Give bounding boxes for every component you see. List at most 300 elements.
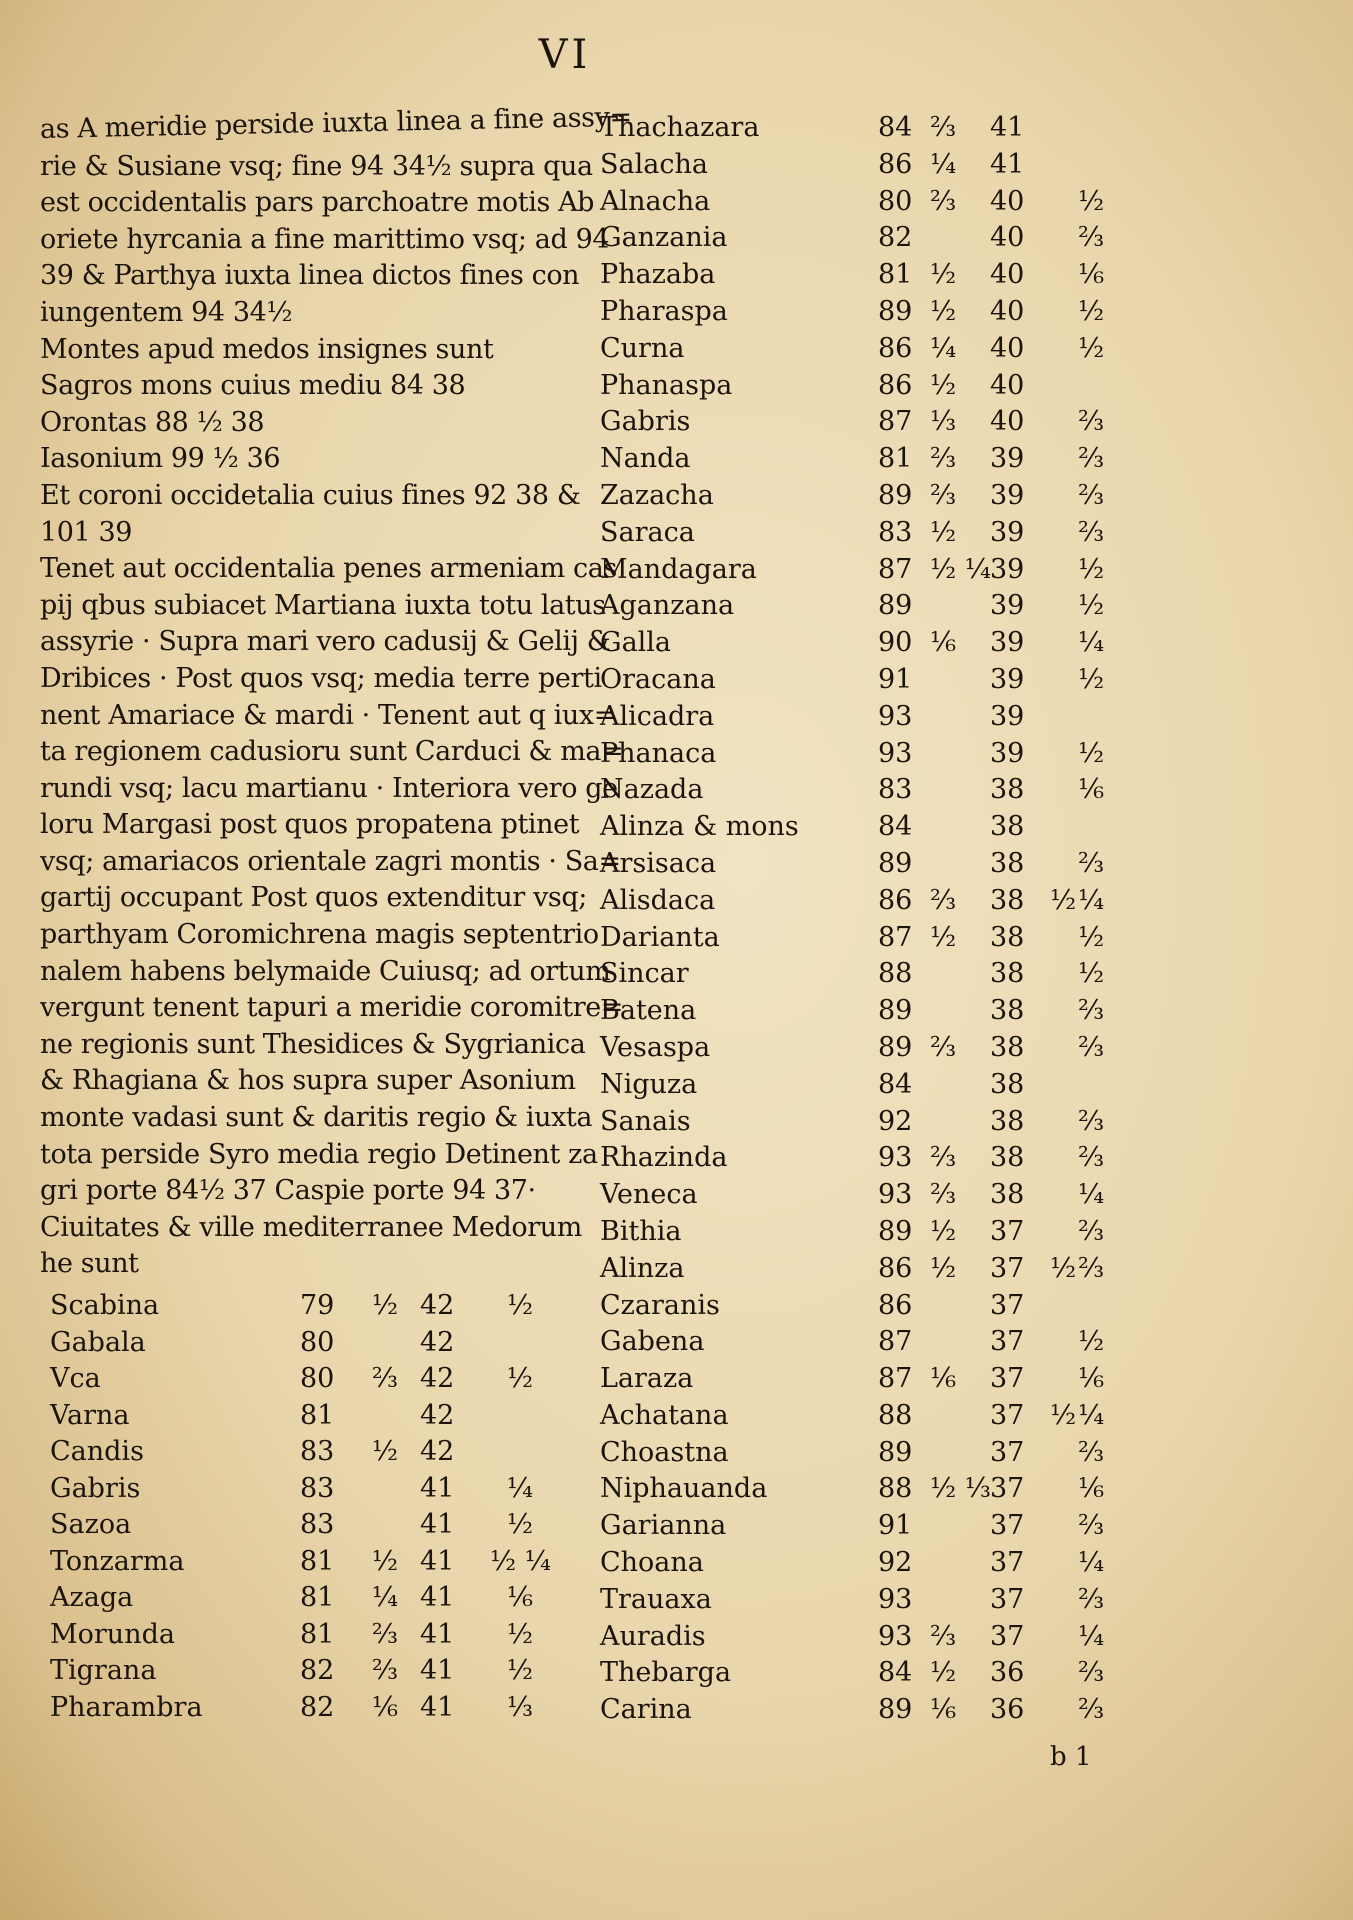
prose-line: rie & Susiane vsq; fine 94 34½ supra qua: [40, 150, 593, 182]
place-name: Choastna: [600, 1436, 729, 1468]
table-row: [600, 1437, 1340, 1474]
longitude-fraction: ⅔: [930, 1179, 957, 1211]
latitude-degrees: 40: [990, 406, 1025, 438]
longitude-degrees: 86: [878, 1289, 913, 1321]
latitude-fraction-b: ⅙: [1078, 1363, 1105, 1395]
longitude-degrees: 86: [878, 332, 913, 364]
table-row: [600, 848, 1340, 885]
longitude-degrees: 87: [878, 1326, 913, 1358]
table-row: [600, 112, 1340, 149]
latitude-fraction-b: ⅙: [1078, 774, 1105, 806]
latitude-fraction: ¼: [506, 1472, 534, 1504]
table-row: [600, 774, 1340, 811]
latitude-degrees: 41: [420, 1655, 455, 1686]
latitude-fraction-b: ½: [1078, 737, 1105, 769]
place-name: Scabina: [50, 1290, 160, 1321]
table-row: [50, 1327, 550, 1364]
place-name: Alnacha: [600, 185, 711, 217]
place-name: Nanda: [600, 443, 691, 475]
latitude-degrees: 39: [990, 516, 1025, 548]
place-name: Oracana: [600, 663, 716, 695]
latitude-degrees: 37: [990, 1583, 1025, 1615]
longitude-degrees: 82: [300, 1691, 335, 1723]
place-name: Czaranis: [600, 1289, 720, 1321]
table-row: [600, 517, 1340, 554]
place-name: Galla: [600, 627, 672, 659]
longitude-fraction: ½: [371, 1545, 399, 1577]
table-row: [600, 1106, 1340, 1143]
place-name: Alinza & mons: [600, 811, 799, 843]
prose-line: est occidentalis pars parchoatre motis Ab: [40, 187, 595, 219]
latitude-fraction-b: ¼: [1078, 884, 1105, 916]
latitude-degrees: 41: [420, 1618, 455, 1650]
place-name: Choana: [600, 1547, 704, 1579]
longitude-degrees: 81: [300, 1618, 335, 1650]
latitude-degrees: 37: [990, 1473, 1025, 1505]
prose-line: Dribices · Post quos vsq; media terre perti: [40, 662, 602, 694]
prose-line: vsq; amariacos orientale zagri montis · Sa=: [40, 845, 621, 877]
latitude-fraction-b: ⅔: [1078, 1657, 1105, 1689]
table-row: [50, 1400, 550, 1437]
latitude-degrees: 38: [990, 811, 1025, 843]
latitude-fraction-b: ½: [1078, 663, 1105, 695]
table-row: [600, 1473, 1340, 1510]
longitude-degrees: 87: [878, 406, 913, 438]
table-row: [600, 296, 1340, 333]
longitude-fraction: ⅓: [930, 406, 957, 438]
prose-line: tota perside Syro media regio Detinent za: [40, 1138, 598, 1170]
longitude-degrees: 93: [878, 1583, 913, 1615]
prose-line: Ciuitates & ville mediterranee Medorum: [40, 1211, 582, 1243]
latitude-fraction-b: ½: [1078, 1326, 1105, 1358]
table-row: [600, 1179, 1340, 1216]
place-name: Salacha: [600, 148, 708, 180]
latitude-degrees: 37: [990, 1510, 1025, 1542]
place-name: Gabala: [50, 1326, 146, 1358]
longitude-degrees: 89: [878, 590, 913, 622]
longitude-degrees: 93: [878, 1620, 913, 1652]
longitude-degrees: 86: [878, 1252, 913, 1284]
place-name: Tigrana: [50, 1655, 157, 1686]
longitude-degrees: 92: [878, 1105, 913, 1137]
table-row: [600, 885, 1340, 922]
prose-line: iungentem 94 34½: [40, 296, 293, 328]
latitude-fraction-b: ¼: [1078, 1399, 1105, 1431]
prose-line: Orontas 88 ½ 38: [40, 406, 265, 438]
longitude-degrees: 81: [878, 259, 913, 291]
table-row: [600, 701, 1340, 738]
place-name: Pharambra: [50, 1691, 203, 1723]
longitude-fraction: ½: [930, 1215, 957, 1247]
longitude-fraction: ½: [371, 1290, 399, 1321]
latitude-fraction-b: ⅔: [1078, 1583, 1105, 1615]
latitude-fraction-b: ½: [1078, 958, 1105, 990]
place-name: Darianta: [600, 921, 720, 953]
longitude-fraction: ½: [371, 1436, 399, 1467]
longitude-degrees: 89: [878, 295, 913, 327]
longitude-degrees: 91: [878, 663, 913, 695]
place-name: Auradis: [600, 1620, 706, 1652]
prose-line: loru Margasi post quos propatena ptinet: [40, 809, 580, 841]
place-name: Alicadra: [600, 700, 715, 732]
latitude-fraction-b: ⅔: [1078, 1510, 1105, 1542]
longitude-degrees: 84: [878, 112, 913, 143]
latitude-degrees: 39: [990, 700, 1025, 732]
latitude-degrees: 39: [990, 590, 1025, 622]
place-name: Pharaspa: [600, 295, 728, 327]
longitude-degrees: 80: [878, 185, 913, 217]
table-row: [50, 1692, 550, 1729]
prose-line: ta regionem cadusioru sunt Carduci & ma=: [40, 736, 624, 768]
longitude-degrees: 92: [878, 1547, 913, 1579]
prose-line: nent Amariace & mardi · Tenent aut q iux=: [40, 699, 616, 731]
table-row: [600, 664, 1340, 701]
place-name: Phazaba: [600, 259, 716, 291]
latitude-fraction-a: ½: [1050, 884, 1077, 916]
table-row: [600, 259, 1340, 296]
latitude-degrees: 38: [990, 1068, 1025, 1100]
place-name: Sanais: [600, 1105, 691, 1137]
latitude-fraction: ⅓: [506, 1691, 534, 1723]
latitude-fraction-b: ⅔: [1078, 1105, 1105, 1137]
place-name: Garianna: [600, 1510, 727, 1542]
prose-line: Iasonium 99 ½ 36: [40, 443, 281, 475]
table-row: [600, 222, 1340, 259]
longitude-degrees: 83: [300, 1509, 335, 1540]
longitude-degrees: 80: [300, 1326, 335, 1358]
longitude-degrees: 86: [878, 884, 913, 916]
latitude-degrees: 37: [990, 1399, 1025, 1431]
latitude-degrees: 42: [420, 1399, 455, 1431]
longitude-degrees: 88: [878, 958, 913, 990]
longitude-fraction: ⅔: [930, 884, 957, 916]
table-row: [600, 1547, 1340, 1584]
prose-line: monte vadasi sunt & daritis regio & iuxta: [40, 1102, 593, 1134]
table-row: [600, 1657, 1340, 1694]
place-name: Arsisaca: [600, 847, 717, 879]
longitude-degrees: 82: [878, 222, 913, 254]
longitude-degrees: 89: [878, 1436, 913, 1468]
latitude-fraction-b: ¼: [1078, 1547, 1105, 1579]
latitude-degrees: 39: [990, 553, 1025, 585]
place-name: Carina: [600, 1694, 692, 1726]
latitude-fraction: ½: [506, 1618, 534, 1650]
latitude-degrees: 37: [990, 1326, 1025, 1358]
longitude-degrees: 93: [878, 1179, 913, 1211]
place-name: Vca: [50, 1363, 101, 1394]
place-name: Ganzania: [600, 222, 728, 254]
longitude-fraction: ½: [930, 295, 957, 327]
longitude-fraction: ½: [930, 516, 957, 548]
latitude-degrees: 38: [990, 995, 1025, 1027]
place-name: Sincar: [600, 958, 689, 990]
longitude-degrees: 93: [878, 737, 913, 769]
latitude-degrees: 41: [990, 148, 1025, 180]
table-row: [600, 958, 1340, 995]
prose-line: pij qbus subiacet Martiana iuxta totu latus: [40, 589, 606, 621]
place-name: Saraca: [600, 516, 695, 548]
longitude-fraction: ⅔: [930, 443, 957, 475]
table-row: [600, 590, 1340, 627]
prose-line: vergunt tenent tapuri a meridie coromitre=: [40, 992, 624, 1024]
latitude-fraction-b: ⅔: [1078, 479, 1105, 511]
latitude-fraction-b: ¼: [1078, 627, 1105, 659]
signature-mark: b 1: [1050, 1742, 1092, 1772]
longitude-fraction: ⅔: [371, 1655, 399, 1686]
table-row: [600, 1510, 1340, 1547]
place-name: Sazoa: [50, 1509, 132, 1540]
longitude-fraction: ⅔: [930, 112, 957, 143]
table-row: [50, 1436, 550, 1473]
table-row: [50, 1546, 550, 1583]
place-name: Phanaca: [600, 737, 717, 769]
longitude-degrees: 89: [878, 1031, 913, 1063]
folio-number: VI: [538, 32, 592, 78]
prose-line: rundi vsq; lacu martianu · Interiora vero ge: [40, 772, 618, 804]
longitude-degrees: 79: [300, 1290, 335, 1321]
prose-line: assyrie · Supra mari vero cadusij & Gelij &: [40, 626, 611, 658]
prose-line: nalem habens belymaide Cuiusq; ad ortum: [40, 955, 611, 987]
latitude-degrees: 40: [990, 259, 1025, 291]
latitude-degrees: 42: [420, 1290, 455, 1321]
latitude-degrees: 37: [990, 1289, 1025, 1321]
place-name: Trauaxa: [600, 1583, 712, 1615]
latitude-degrees: 37: [990, 1215, 1025, 1247]
table-row: [600, 1621, 1340, 1658]
prose-line: oriete hyrcania a fine marittimo vsq; ad 94: [40, 223, 610, 255]
longitude-fraction: ⅔: [371, 1618, 399, 1650]
latitude-degrees: 36: [990, 1657, 1025, 1689]
latitude-fraction-b: ⅔: [1078, 1142, 1105, 1174]
latitude-degrees: 38: [990, 884, 1025, 916]
place-name: Curna: [600, 332, 685, 364]
longitude-degrees: 89: [878, 995, 913, 1027]
latitude-fraction: ½: [506, 1655, 534, 1686]
longitude-degrees: 93: [878, 1142, 913, 1174]
table-row: [600, 1694, 1340, 1731]
longitude-fraction: ½: [930, 921, 957, 953]
latitude-fraction-b: ½: [1078, 185, 1105, 217]
longitude-degrees: 81: [300, 1582, 335, 1613]
place-name: Gabris: [600, 406, 691, 438]
latitude-fraction-b: ½: [1078, 590, 1105, 622]
latitude-fraction: ⅙: [506, 1582, 534, 1613]
longitude-degrees: 87: [878, 553, 913, 585]
right-coordinate-table: [600, 112, 1340, 1731]
latitude-degrees: 41: [420, 1472, 455, 1504]
latitude-degrees: 36: [990, 1694, 1025, 1726]
latitude-fraction-b: ⅔: [1078, 443, 1105, 475]
table-row: [600, 811, 1340, 848]
latitude-degrees: 39: [990, 443, 1025, 475]
table-row: [600, 149, 1340, 186]
longitude-degrees: 81: [300, 1399, 335, 1431]
latitude-degrees: 38: [990, 921, 1025, 953]
table-row: [600, 554, 1340, 591]
table-row: [600, 995, 1340, 1032]
longitude-degrees: 83: [300, 1472, 335, 1504]
latitude-degrees: 39: [990, 627, 1025, 659]
latitude-degrees: 39: [990, 479, 1025, 511]
table-row: [50, 1473, 550, 1510]
latitude-degrees: 41: [420, 1509, 455, 1540]
table-row: [50, 1509, 550, 1546]
latitude-degrees: 38: [990, 1179, 1025, 1211]
table-row: [600, 333, 1340, 370]
latitude-fraction-b: ⅔: [1078, 847, 1105, 879]
table-row: [600, 1290, 1340, 1327]
latitude-degrees: 38: [990, 847, 1025, 879]
prose-line: gartij occupant Post quos extenditur vsq;: [40, 882, 587, 914]
longitude-fraction: ⅙: [930, 627, 957, 659]
latitude-fraction-b: ⅔: [1078, 406, 1105, 438]
table-row: [50, 1290, 550, 1327]
longitude-degrees: 84: [878, 811, 913, 843]
latitude-fraction-b: ⅔: [1078, 1031, 1105, 1063]
latitude-fraction: ½ ¼: [490, 1545, 551, 1577]
latitude-degrees: 42: [420, 1326, 455, 1358]
table-row: [600, 1363, 1340, 1400]
prose-line: 101 39: [40, 516, 133, 548]
latitude-degrees: 38: [990, 774, 1025, 806]
place-name: Gabris: [50, 1472, 141, 1504]
longitude-degrees: 86: [878, 369, 913, 401]
table-row: [600, 370, 1340, 407]
place-name: Thebarga: [600, 1657, 732, 1689]
prose-line: & Rhagiana & hos supra super Asonium: [40, 1065, 576, 1097]
longitude-degrees: 90: [878, 627, 913, 659]
longitude-degrees: 83: [878, 774, 913, 806]
latitude-degrees: 42: [420, 1363, 455, 1394]
table-row: [600, 1142, 1340, 1179]
latitude-fraction: ½: [506, 1363, 534, 1394]
longitude-fraction: ½ ⅓: [930, 1473, 991, 1505]
longitude-fraction: ⅔: [930, 1031, 957, 1063]
longitude-fraction: ⅔: [930, 479, 957, 511]
table-row: [600, 186, 1340, 223]
latitude-degrees: 41: [990, 112, 1025, 143]
latitude-degrees: 40: [990, 185, 1025, 217]
place-name: Nazada: [600, 774, 704, 806]
prose-line: Et coroni occidetalia cuius fines 92 38 &: [40, 479, 581, 511]
place-name: Niphauanda: [600, 1473, 768, 1505]
latitude-fraction: ½: [506, 1290, 534, 1321]
latitude-fraction-a: ½: [1050, 1399, 1077, 1431]
prose-line: gri porte 84½ 37 Caspie porte 94 37·: [40, 1175, 536, 1207]
place-name: Candis: [50, 1436, 144, 1467]
place-name: Rhazinda: [600, 1142, 728, 1174]
place-name: Niguza: [600, 1068, 698, 1100]
latitude-fraction-b: ½: [1078, 921, 1105, 953]
latitude-fraction-b: ⅔: [1078, 1436, 1105, 1468]
table-row: [50, 1363, 550, 1400]
table-row: [50, 1619, 550, 1656]
place-name: Mandagara: [600, 553, 757, 585]
longitude-degrees: 88: [878, 1399, 913, 1431]
latitude-degrees: 37: [990, 1363, 1025, 1395]
latitude-fraction-b: ⅔: [1078, 1694, 1105, 1726]
latitude-fraction-b: ⅙: [1078, 1473, 1105, 1505]
latitude-degrees: 38: [990, 1105, 1025, 1137]
longitude-fraction: ⅔: [930, 185, 957, 217]
latitude-degrees: 40: [990, 369, 1025, 401]
place-name: Gabena: [600, 1326, 705, 1358]
latitude-degrees: 41: [420, 1545, 455, 1577]
latitude-degrees: 39: [990, 663, 1025, 695]
table-row: [600, 1584, 1340, 1621]
longitude-degrees: 91: [878, 1510, 913, 1542]
longitude-degrees: 88: [878, 1473, 913, 1505]
longitude-fraction: ¼: [930, 332, 957, 364]
place-name: Tonzarma: [50, 1545, 185, 1577]
latitude-degrees: 41: [420, 1582, 455, 1613]
place-name: Veneca: [600, 1179, 698, 1211]
longitude-fraction: ⅙: [930, 1363, 957, 1395]
longitude-fraction: ⅙: [930, 1694, 957, 1726]
latitude-fraction-b: ⅔: [1078, 1252, 1105, 1284]
latitude-degrees: 37: [990, 1436, 1025, 1468]
latitude-degrees: 38: [990, 1142, 1025, 1174]
latitude-degrees: 38: [990, 1031, 1025, 1063]
longitude-degrees: 83: [300, 1436, 335, 1467]
prose-line: Tenet aut occidentalia penes armeniam cas: [40, 553, 617, 585]
longitude-fraction: ½: [930, 1252, 957, 1284]
table-row: [600, 1253, 1340, 1290]
place-name: Aganzana: [600, 590, 735, 622]
longitude-degrees: 81: [300, 1545, 335, 1577]
prose-line: he sunt: [40, 1248, 139, 1280]
place-name: Azaga: [50, 1582, 134, 1613]
latitude-fraction-b: ¼: [1078, 1620, 1105, 1652]
longitude-degrees: 80: [300, 1363, 335, 1394]
latitude-fraction-b: ⅙: [1078, 259, 1105, 291]
prose-line: Montes apud medos insignes sunt: [40, 333, 494, 365]
longitude-fraction: ⅙: [371, 1691, 399, 1723]
longitude-fraction: ⅔: [371, 1363, 399, 1394]
latitude-fraction-b: ⅔: [1078, 516, 1105, 548]
place-name: Batena: [600, 995, 697, 1027]
table-row: [600, 1326, 1340, 1363]
table-row: [50, 1582, 550, 1619]
longitude-fraction: ¼: [371, 1582, 399, 1613]
latitude-degrees: 40: [990, 222, 1025, 254]
table-row: [50, 1655, 550, 1692]
longitude-degrees: 93: [878, 700, 913, 732]
latitude-degrees: 41: [420, 1691, 455, 1723]
latitude-fraction-b: ½: [1078, 332, 1105, 364]
longitude-fraction: ½: [930, 369, 957, 401]
latitude-degrees: 37: [990, 1547, 1025, 1579]
latitude-degrees: 40: [990, 295, 1025, 327]
latitude-fraction-b: ½: [1078, 553, 1105, 585]
place-name: Alinza: [600, 1252, 685, 1284]
place-name: Achatana: [600, 1399, 729, 1431]
prose-line: Sagros mons cuius mediu 84 38: [40, 370, 466, 402]
longitude-fraction: ⅔: [930, 1142, 957, 1174]
latitude-degrees: 42: [420, 1436, 455, 1467]
longitude-degrees: 83: [878, 516, 913, 548]
longitude-fraction: ¼: [930, 148, 957, 180]
longitude-degrees: 89: [878, 1215, 913, 1247]
latitude-fraction-b: ½: [1078, 295, 1105, 327]
place-name: Bithia: [600, 1215, 682, 1247]
longitude-degrees: 84: [878, 1068, 913, 1100]
latitude-fraction-b: ⅔: [1078, 222, 1105, 254]
latitude-fraction-a: ½: [1050, 1252, 1077, 1284]
longitude-fraction: ⅔: [930, 1620, 957, 1652]
prose-column: [39, 101, 632, 1283]
latitude-degrees: 37: [990, 1620, 1025, 1652]
